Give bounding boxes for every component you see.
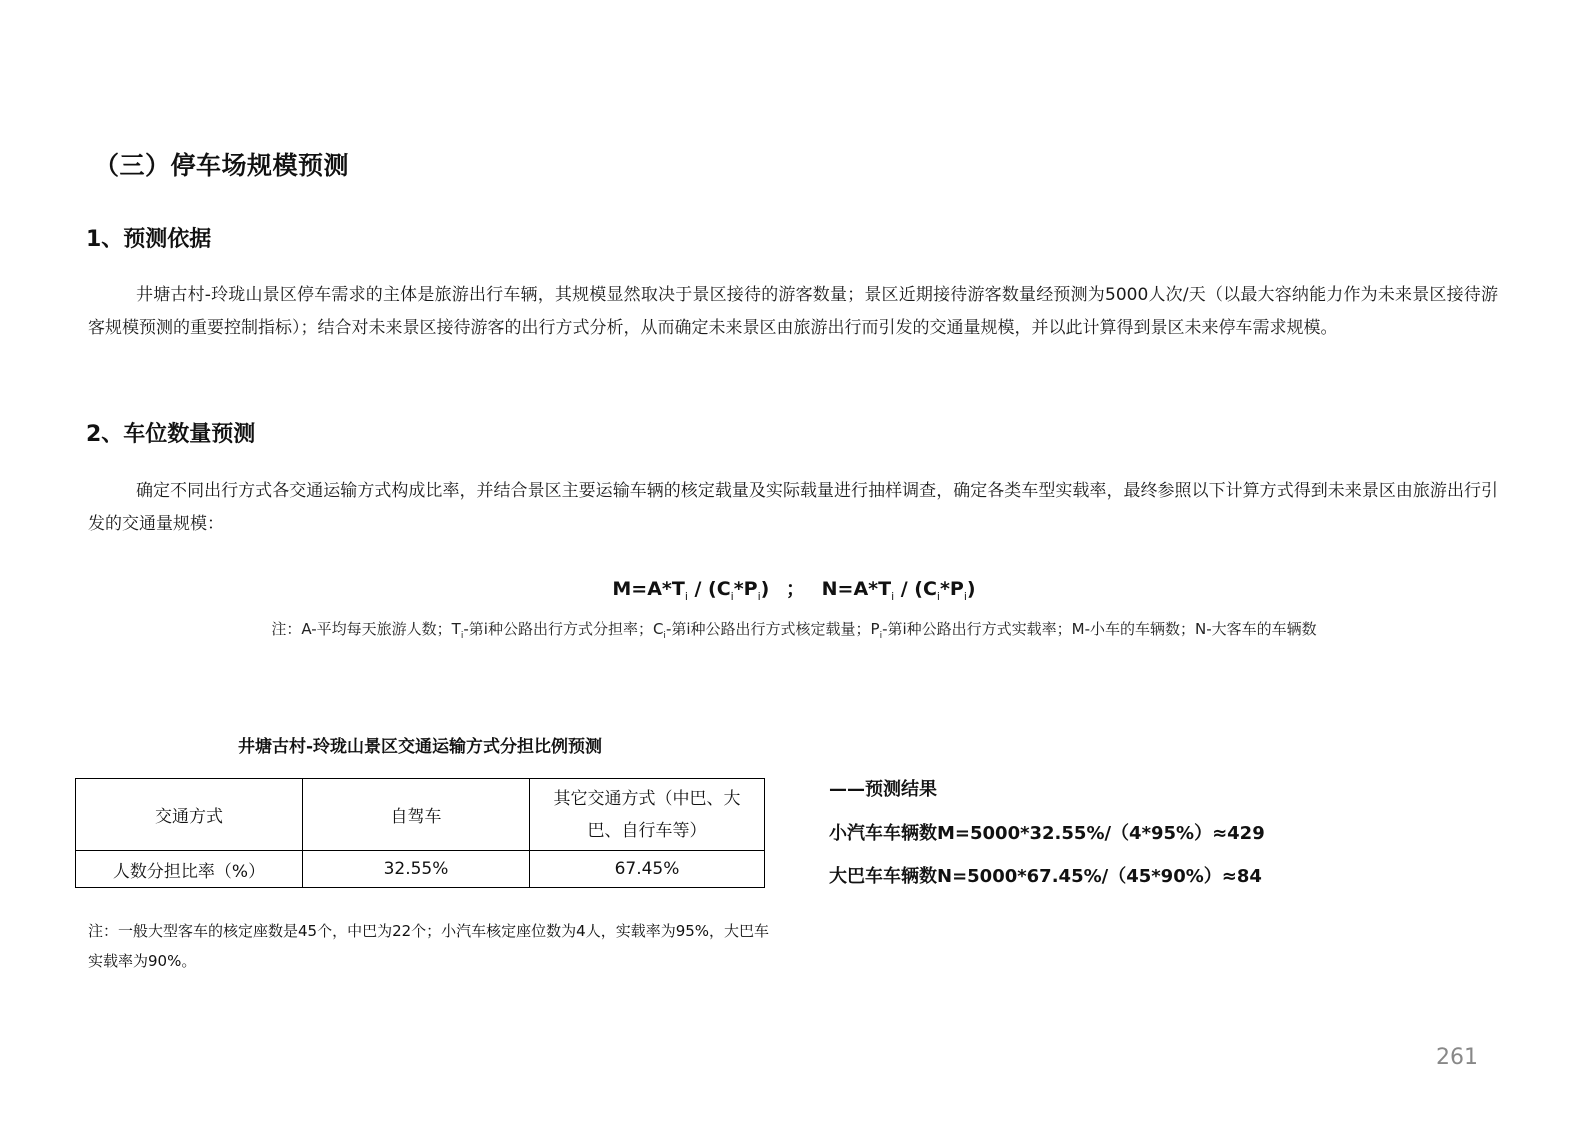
result-bus: 大巴车车辆数N=5000*67.45%/（45*90%）≈84 bbox=[829, 866, 1262, 887]
header-cell: 交通方式 bbox=[76, 779, 303, 851]
header-cell: 其它交通方式（中巴、大巴、自行车等） bbox=[530, 779, 765, 851]
table-row bbox=[76, 851, 765, 888]
header-cell: 自驾车 bbox=[303, 779, 530, 851]
section-heading: （三）停车场规模预测 bbox=[94, 151, 350, 180]
formula-note: 注：A-平均每天旅游人数；$T_i-$第i种公路出行方式分担率；$C_i-$第i种公路出行方式核定载量；$P_i-$第i种公路出行方式实载率；M-小车的车辆数；N-大客车的车辆数 bbox=[271, 620, 1317, 641]
section-2-title: 2、车位数量预测 bbox=[86, 422, 256, 447]
section-1-title: 1、预测依据 bbox=[86, 227, 212, 252]
formula: $M=A*T_i / (C_i*P_i)$ ； $N=A*T_i / (C_i*P_i)$ bbox=[612, 578, 976, 603]
page-number: 261 bbox=[1436, 1045, 1478, 1070]
section-2-paragraph: 确定不同出行方式各交通运输方式构成比率，并结合景区主要运输车辆的核定载量及实际载量进行抽样调查，确定各类车型实载率，最终参照以下计算方式得到未来景区由旅游出行引发的交通量规模： bbox=[88, 481, 1498, 534]
section-1-paragraph: 井塘古村-玲珑山景区停车需求的主体是旅游出行车辆，其规模显然取决于景区接待的游客数量；景区近期接待游客数量经预测为5000人次/天（以最大容纳能力作为未来景区接待游客规模预测的重要控制指标）；结合对未来景区接待游客的出行方式分析，从而确定未来景区由旅游出行而引发的交通量规模，并以此计算得到景区未来停车需求规模。 bbox=[88, 285, 1498, 338]
table-header-row bbox=[76, 779, 765, 851]
results-title: ——预测结果 bbox=[829, 779, 937, 800]
table-cell: 32.55% bbox=[303, 851, 530, 888]
transport-share-table bbox=[75, 778, 765, 888]
table-title: 井塘古村-玲珑山景区交通运输方式分担比例预测 bbox=[237, 737, 603, 757]
table-cell: 67.45% bbox=[530, 851, 765, 888]
result-car: 小汽车车辆数M=5000*32.55%/（4*95%）≈429 bbox=[829, 823, 1265, 844]
table-note: 注：一般大型客车的核定座数是45个，中巴为22个；小汽车核定座位数为4人，实载率为95%，大巴车实载率为90%。 bbox=[88, 922, 770, 970]
table-cell: 人数分担比率（%） bbox=[76, 851, 303, 888]
